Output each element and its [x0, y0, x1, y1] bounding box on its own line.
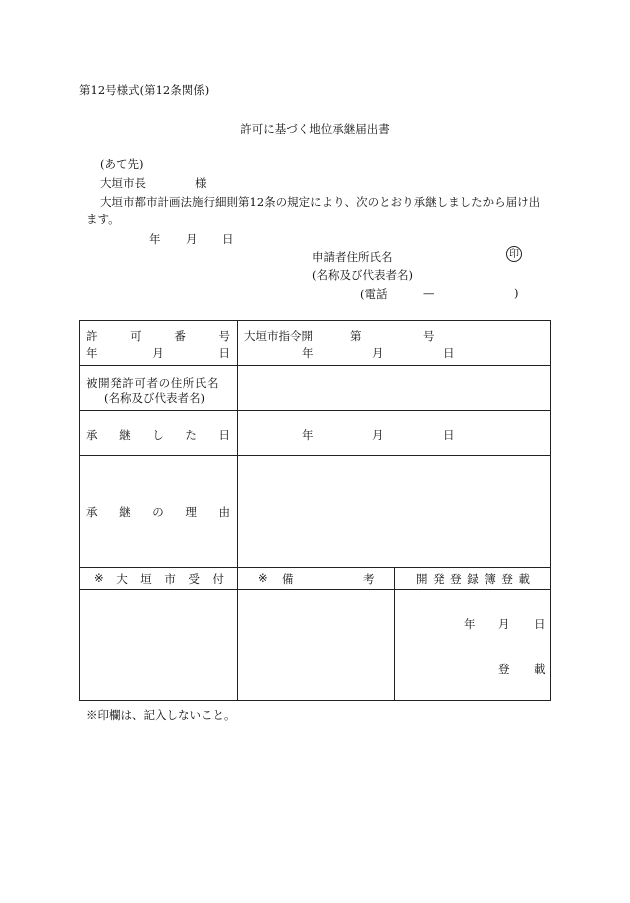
permit-number-dai: 第: [350, 329, 362, 343]
label-char: の: [152, 505, 164, 519]
label-char: 月: [152, 346, 164, 360]
succession-date-year: 年: [302, 428, 314, 442]
label-char: 継: [119, 505, 131, 519]
submit-date-month: 月: [186, 232, 198, 246]
reception-header: [94, 571, 224, 587]
permittee-address-field[interactable]: [240, 413, 548, 453]
body-text-line2: ます。: [86, 212, 120, 226]
header-char: 市: [164, 572, 176, 586]
label-char: 年: [86, 346, 98, 360]
label-char: た: [185, 428, 197, 442]
header-char: 発: [433, 572, 445, 586]
phone-close: ): [514, 286, 519, 300]
row-divider: [80, 567, 550, 568]
registry-date-year: 年: [464, 617, 476, 631]
registry-date-month: 月: [498, 617, 510, 631]
label-char: 番: [174, 329, 186, 343]
phone-label: (電話: [360, 287, 388, 301]
registry-registered-char-2: 載: [534, 662, 546, 676]
registry-header: [416, 571, 530, 587]
header-char: 受: [188, 572, 200, 586]
registry-date-day: 日: [534, 617, 546, 631]
row-divider: [80, 455, 550, 456]
header-char: 垣: [140, 572, 152, 586]
succession-date-month: 月: [372, 428, 384, 442]
succession-reason-field[interactable]: [240, 458, 548, 564]
addressee-name: 大垣市長: [100, 176, 146, 190]
label-char: 許: [86, 329, 98, 343]
header-char: 載: [518, 572, 530, 586]
header-char: 開: [416, 572, 428, 586]
label-char: 継: [119, 428, 131, 442]
phone-dash: —: [423, 286, 435, 300]
permit-date-year: 年: [302, 346, 314, 360]
seal-stamp-icon: 印: [506, 246, 522, 262]
remarks-cell[interactable]: [240, 593, 391, 697]
header-char: 大: [116, 572, 128, 586]
submit-date-day: 日: [222, 232, 234, 246]
succession-reason-label: [86, 504, 230, 520]
label-char: 由: [218, 505, 230, 519]
addressee-honorific: 様: [195, 176, 207, 190]
header-char: 録: [467, 572, 479, 586]
footnote: ※印欄は、記入しないこと。: [86, 708, 236, 722]
remarks-header-left: 備: [282, 572, 294, 586]
succession-date-label: [86, 427, 230, 443]
header-char: 簿: [484, 572, 496, 586]
permit-number-go: 号: [423, 329, 435, 343]
body-text-line1: 大垣市都市計画法施行細則第12条の規定により、次のとおり承継しましたから届け出: [100, 195, 541, 209]
permittee-address-name-label: 被開発許可者の住所氏名: [86, 376, 220, 390]
label-char: 日: [218, 346, 230, 360]
submit-date-year: 年: [149, 232, 161, 246]
applicant-rep-name-label: (名称及び代表者名): [312, 268, 413, 282]
registry-registered-char-1: 登: [498, 662, 510, 676]
row-divider: [80, 589, 550, 590]
header-char: 登: [501, 572, 513, 586]
row-divider: [80, 365, 550, 366]
permit-date-day: 日: [443, 346, 455, 360]
label-char: 日: [218, 428, 230, 442]
addressee-label: (あて先): [100, 157, 144, 171]
header-char: 登: [450, 572, 462, 586]
form-table: [79, 320, 551, 701]
label-char: 理: [185, 505, 197, 519]
label-char: 号: [218, 329, 230, 343]
form-number: 第12号様式(第12条関係): [79, 83, 210, 97]
succession-date-day: 日: [443, 428, 455, 442]
header-char: ※: [94, 571, 104, 585]
label-char: し: [152, 428, 164, 442]
column-divider: [237, 321, 238, 700]
permit-date-month: 月: [372, 346, 384, 360]
document-title: 許可に基づく地位承継届出書: [240, 122, 390, 136]
row-divider: [80, 410, 550, 411]
header-char: 付: [212, 572, 224, 586]
label-char: 承: [86, 428, 98, 442]
remarks-header-mark: ※: [258, 571, 268, 585]
reception-cell[interactable]: [83, 593, 234, 697]
label-char: 承: [86, 505, 98, 519]
permit-number-prefix: 大垣市指令開: [244, 329, 313, 343]
label-char: 可: [130, 329, 142, 343]
applicant-address-name-label: 申請者住所氏名: [312, 250, 393, 264]
permittee-rep-name-label: (名称及び代表者名): [104, 391, 205, 405]
remarks-header-right: 考: [363, 572, 375, 586]
permit-number-label: [86, 328, 230, 344]
permit-date-label: [86, 345, 230, 361]
column-divider: [394, 567, 395, 700]
